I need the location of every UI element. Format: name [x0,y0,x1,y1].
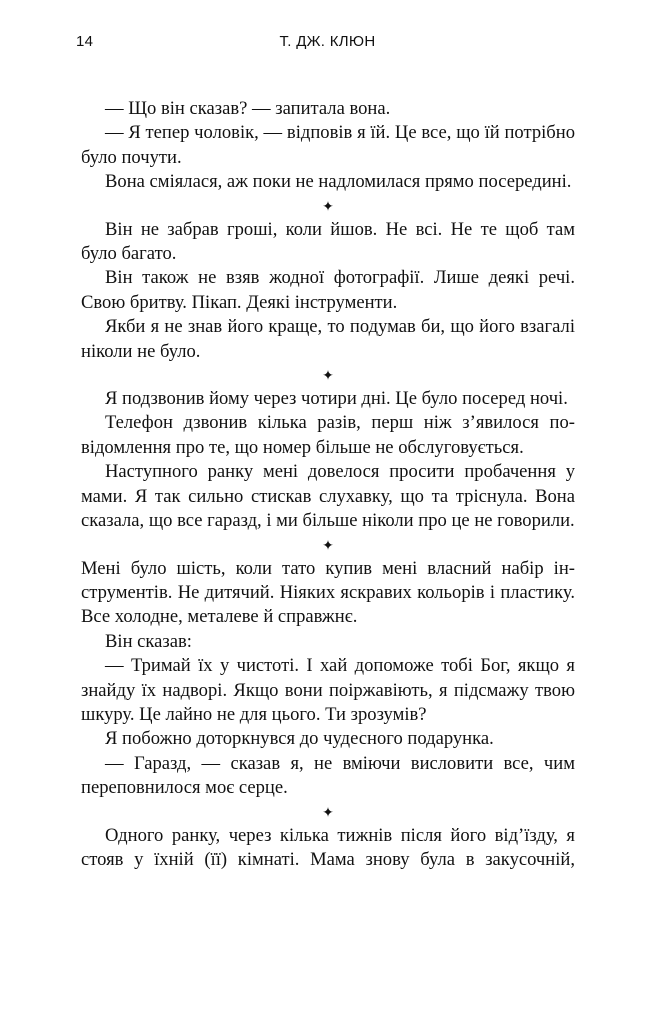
page-number: 14 [76,33,94,50]
book-header: Т. ДЖ. КЛЮН [279,33,376,50]
paragraph: Мені було шість, коли тато купив мені власний набір інструментів. Не дитячий. Ніяких яскравих кольорів і пластику. Все холодне, металеве й справжнє. [81,557,575,628]
paragraph: Вона сміялася, аж поки не надломилася прямо посередині. [105,171,572,193]
paragraph: Я подзвонив йому через чотири дні. Це було посеред ночі. [105,388,568,410]
section-divider: ✦ [322,199,334,215]
paragraph: Я побожно доторкнувся до чудесного подарунка. [105,728,494,750]
section-divider: ✦ [322,538,334,554]
text-block [81,97,575,872]
paragraph: — Я тепер чоловік, — відповів я їй. Це все, що їй потрібно було почути. [81,122,575,168]
running-head [0,33,655,55]
paragraph: Якби я не знав його краще, то подумав би, що його взагалі ніколи не було. [81,316,575,362]
section-divider: ✦ [322,369,334,385]
paragraph: Він сказав: [105,630,192,652]
paragraph: Наступного ранку мені довелося просити пробачення у мами. Я так сильно стискав слухавку, що та тріснула. Вона сказала, що все гаразд, і ми більше ніколи про це не говорили. [81,461,575,532]
paragraph: Телефон дзвонив кілька разів, перш ніж з’явилося повідомлення про те, що номер більше не обслуговується. [81,412,575,458]
section-divider: ✦ [322,805,334,821]
paragraph: Одного ранку, через кілька тижнів після його від’їзду, я стояв у їхній (її) кімнаті. Мама знову була в закусочній, [81,824,575,870]
paragraph: — Тримай їх у чистоті. І хай допоможе тобі Бог, якщо я знайду їх надворі. Якщо вони поіржавіють, я підсмажу твою шкуру. Це лайно не для цього. Ти зрозумів? [81,655,575,725]
paragraph: Він не забрав гроші, коли йшов. Не всі. Не те щоб там було багато. [81,218,575,265]
paragraph: — Що він сказав? — запитала вона. [105,98,391,119]
paragraph: Він також не взяв жодної фотографії. Лише деякі речі. Свою бритву. Пікап. Деякі інструменти. [81,267,575,313]
paragraph: — Гаразд, — сказав я, не вміючи висловити все, чим переповнилося моє серце. [81,752,575,799]
